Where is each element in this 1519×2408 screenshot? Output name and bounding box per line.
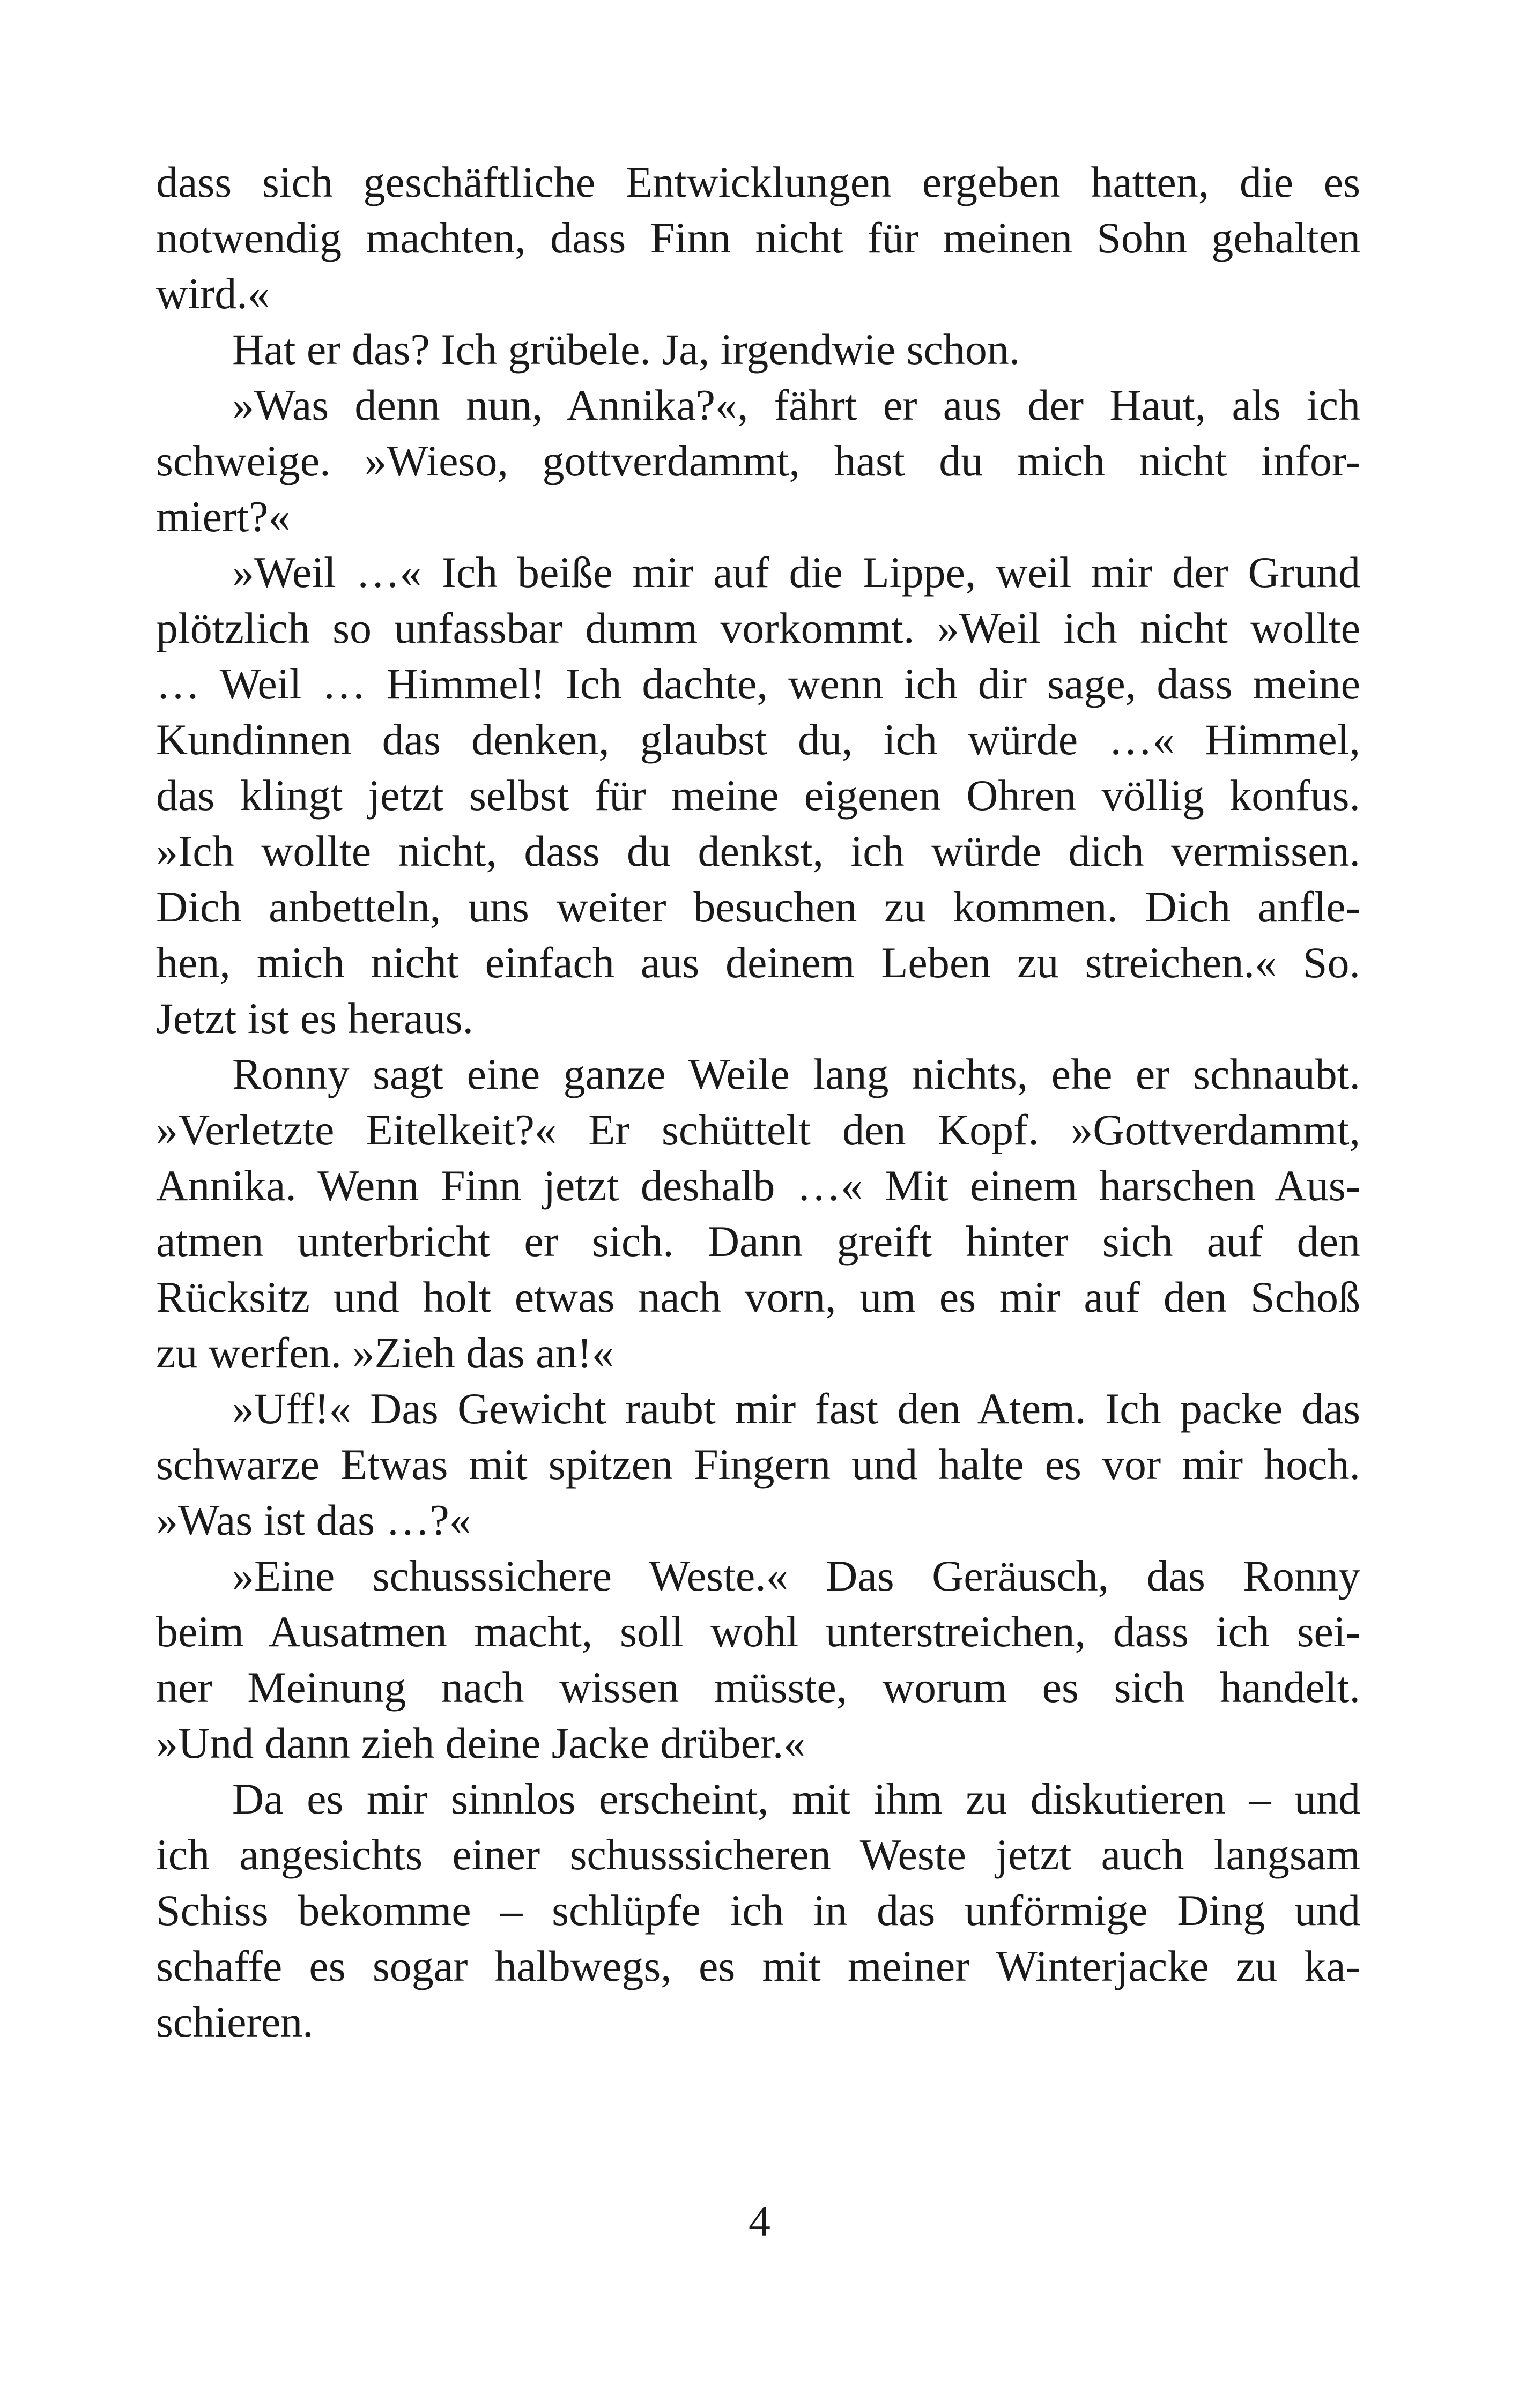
text-line: beim Ausatmen macht, soll wohl unterstreichen, dass ich sei-: [156, 1607, 1360, 1656]
text-line: miert?«: [156, 492, 291, 541]
text-line: … Weil … Himmel! Ich dachte, wenn ich dir sage, dass meine: [156, 659, 1360, 708]
text-line: notwendig machten, dass Finn nicht für meinen Sohn gehalten: [156, 213, 1360, 262]
text-line: »Ich wollte nicht, dass du denkst, ich würde dich vermissen.: [156, 827, 1360, 875]
page-number: 4: [749, 2197, 770, 2246]
text-line: schieren.: [156, 1997, 314, 2046]
body-text: [156, 154, 1360, 2050]
text-line: Schiss bekomme – schlüpfe ich in das unförmige Ding und: [156, 1886, 1360, 1935]
text-line: plötzlich so unfassbar dumm vorkommt. »Weil ich nicht wollte: [156, 604, 1360, 652]
text-line: ner Meinung nach wissen müsste, worum es sich handelt.: [156, 1663, 1360, 1712]
text-line: »Was ist das …?«: [156, 1496, 471, 1544]
text-line: »Eine schusssichere Weste.« Das Geräusch, das Ronny: [232, 1551, 1360, 1600]
text-line: »Was denn nun, Annika?«, fährt er aus der Haut, als ich: [232, 381, 1360, 429]
text-line: Kundinnen das denken, glaubst du, ich würde …« Himmel,: [156, 715, 1360, 764]
text-line: Annika. Wenn Finn jetzt deshalb …« Mit einem harschen Aus-: [156, 1161, 1360, 1210]
text-line: das klingt jetzt selbst für meine eigenen Ohren völlig konfus.: [156, 771, 1360, 820]
text-line: Rücksitz und holt etwas nach vorn, um es mir auf den Schoß: [156, 1273, 1360, 1321]
text-line: schwarze Etwas mit spitzen Fingern und halte es vor mir hoch.: [156, 1440, 1360, 1489]
text-line: schweige. »Wieso, gottverdammt, hast du mich nicht infor-: [156, 436, 1360, 485]
text-line: zu werfen. »Zieh das an!«: [156, 1328, 614, 1377]
text-line: Jetzt ist es heraus.: [156, 994, 474, 1043]
text-line: dass sich geschäftliche Entwicklungen ergeben hatten, die es: [156, 158, 1360, 206]
text-line: Hat er das? Ich grübele. Ja, irgendwie schon.: [232, 325, 1020, 374]
text-line: Dich anbetteln, uns weiter besuchen zu kommen. Dich anfle-: [156, 882, 1360, 931]
text-line: »Verletzte Eitelkeit?« Er schüttelt den Kopf. »Gottverdammt,: [156, 1105, 1360, 1154]
text-line: Da es mir sinnlos erscheint, mit ihm zu diskutieren – und: [232, 1774, 1360, 1823]
text-line: hen, mich nicht einfach aus deinem Leben zu streichen.« So.: [156, 938, 1360, 987]
text-line: »Uff!« Das Gewicht raubt mir fast den Atem. Ich packe das: [232, 1384, 1360, 1433]
text-line: atmen unterbricht er sich. Dann greift hinter sich auf den: [156, 1217, 1360, 1266]
text-line: ich angesichts einer schusssicheren Weste jetzt auch langsam: [156, 1830, 1360, 1879]
text-line: schaffe es sogar halbwegs, es mit meiner Winterjacke zu ka-: [156, 1942, 1360, 1990]
text-line: wird.«: [156, 269, 270, 318]
text-line: Ronny sagt eine ganze Weile lang nichts, ehe er schnaubt.: [232, 1050, 1360, 1098]
text-line: »Und dann zieh deine Jacke drüber.«: [156, 1719, 806, 1767]
text-line: »Weil …« Ich beiße mir auf die Lippe, weil mir der Grund: [232, 548, 1360, 597]
